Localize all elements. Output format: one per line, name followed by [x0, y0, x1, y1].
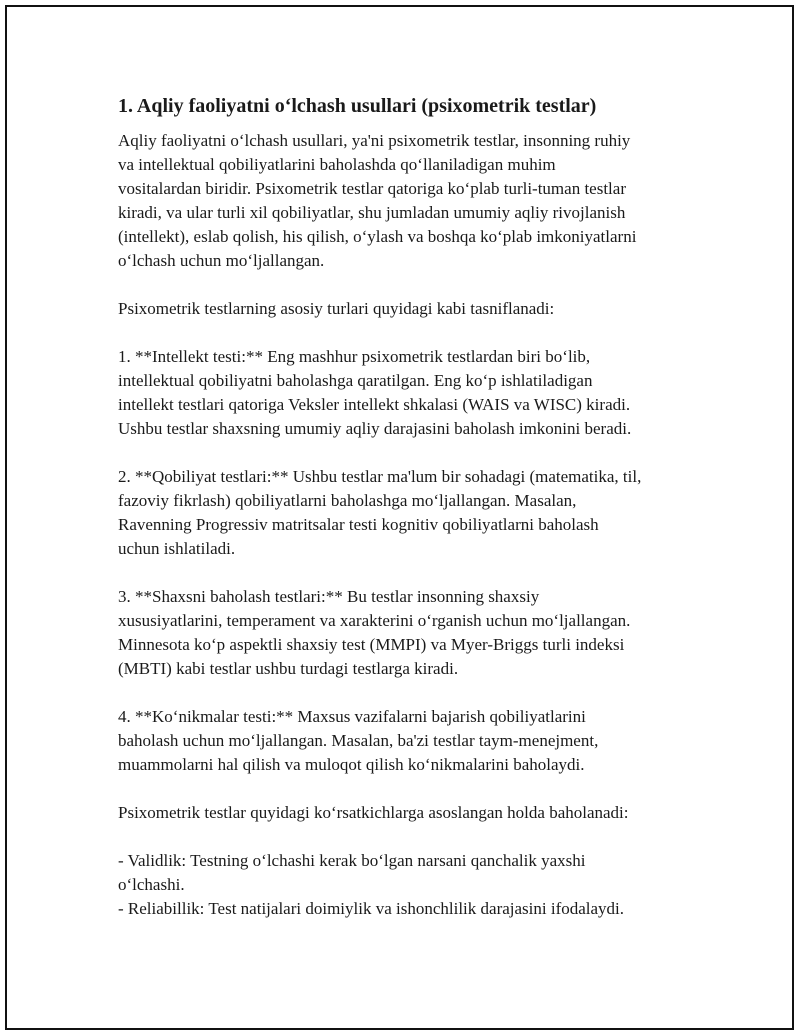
text-line: fazoviy fikrlash) qobiliyatlarni baholashga mo‘ljallangan. Masalan,	[118, 491, 577, 510]
list-item-ability-tests	[118, 465, 698, 561]
text-line: 3. **Shaxsni baholash testlari:** Bu testlar insonning shaxsiy	[118, 587, 540, 606]
text-line: o‘lchash uchun mo‘ljallangan.	[118, 251, 325, 270]
criteria-heading	[118, 801, 698, 825]
text-line: Psixometrik testlarning asosiy turlari quyidagi kabi tasniflanadi:	[118, 299, 555, 318]
list-item-personality-tests	[118, 585, 698, 681]
text-line: intellektual qobiliyatni baholashga qaratilgan. Eng ko‘p ishlatiladigan	[118, 371, 593, 390]
text-line: baholash uchun mo‘ljallangan. Masalan, ba'zi testlar taym-menejment,	[118, 731, 599, 750]
text-line: 2. **Qobiliyat testlari:** Ushbu testlar ma'lum bir sohadagi (matematika, til,	[118, 467, 642, 486]
text-line: Minnesota ko‘p aspektli shaxsiy test (MMPI) va Myer-Briggs turli indeksi	[118, 635, 625, 654]
text-line: Aqliy faoliyatni o‘lchash usullari, ya'ni psixometrik testlar, insonning ruhiy	[118, 131, 631, 150]
list-item-skills-test	[118, 705, 698, 777]
text-line: Psixometrik testlar quyidagi ko‘rsatkichlarga asoslangan holda baholanadi:	[118, 803, 629, 822]
text-line: xususiyatlarini, temperament va xarakterini o‘rganish uchun mo‘ljallangan.	[118, 611, 631, 630]
text-line: muammolarni hal qilish va muloqot qilish ko‘nikmalarini baholaydi.	[118, 755, 585, 774]
text-line: 1. **Intellekt testi:** Eng mashhur psixometrik testlardan biri bo‘lib,	[118, 347, 591, 366]
list-item-intellect-test	[118, 345, 698, 441]
criteria-list	[118, 849, 698, 921]
text-line: o‘lchashi.	[118, 875, 185, 894]
text-line: - Reliabillik: Test natijalari doimiylik va ishonchlilik darajasini ifodalaydi.	[118, 899, 625, 918]
text-line: Ushbu testlar shaxsning umumiy aqliy darajasini baholash imkonini beradi.	[118, 419, 632, 438]
text-line: 4. **Ko‘nikmalar testi:** Maxsus vazifalarni bajarish qobiliyatlarini	[118, 707, 586, 726]
text-line: (MBTI) kabi testlar ushbu turdagi testlarga kiradi.	[118, 659, 459, 678]
text-line: intellekt testlari qatoriga Veksler intellekt shkalasi (WAIS va WISC) kiradi.	[118, 395, 631, 414]
text-line: - Validlik: Testning o‘lchashi kerak bo‘lgan narsani qanchalik yaxshi	[118, 851, 586, 870]
document-title: 1. Aqliy faoliyatni o‘lchash usullari (psixometrik testlar)	[118, 95, 597, 117]
intro-paragraph	[118, 129, 698, 273]
text-line: Ravenning Progressiv matritsalar testi kognitiv qobiliyatlarni baholash	[118, 515, 599, 534]
text-line: va intellektual qobiliyatlarini baholashda qo‘llaniladigan muhim	[118, 155, 556, 174]
text-line: vositalardan biridir. Psixometrik testlar qatoriga ko‘plab turli-tuman testlar	[118, 179, 626, 198]
types-heading	[118, 297, 698, 321]
text-line: uchun ishlatiladi.	[118, 539, 236, 558]
text-line: (intellekt), eslab qolish, his qilish, o‘ylash va boshqa ko‘plab imkoniyatlarni	[118, 227, 637, 246]
document-body	[118, 93, 698, 921]
text-line: kiradi, va ular turli xil qobiliyatlar, shu jumladan umumiy aqliy rivojlanish	[118, 203, 626, 222]
